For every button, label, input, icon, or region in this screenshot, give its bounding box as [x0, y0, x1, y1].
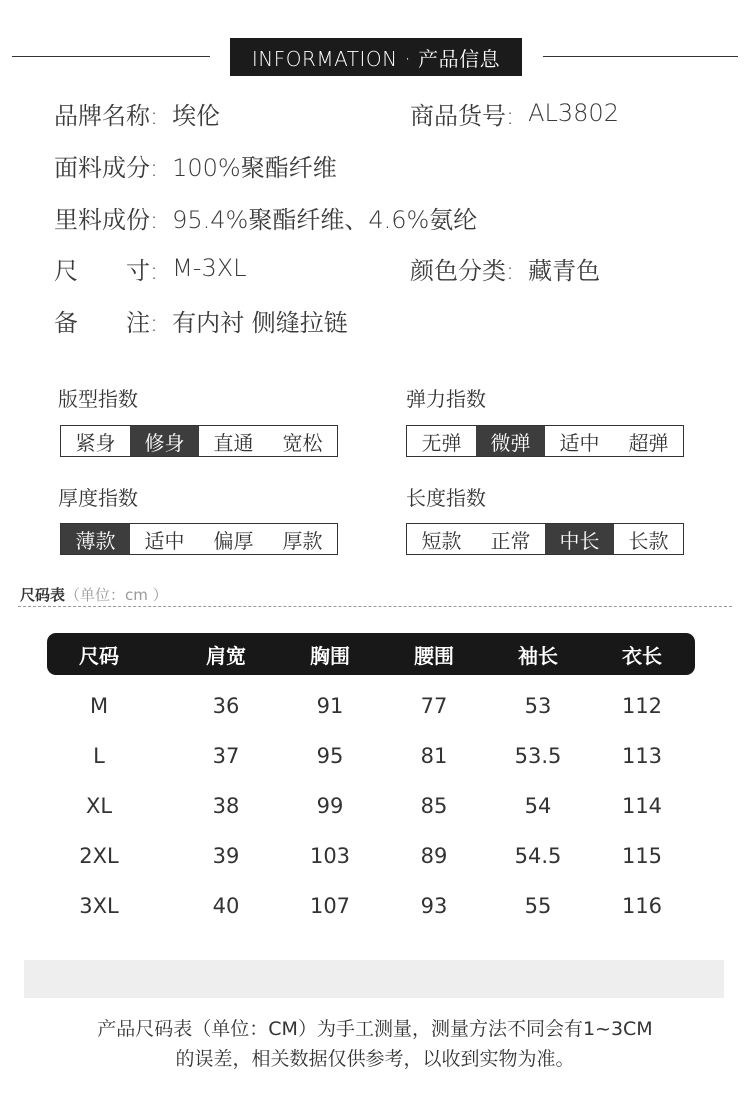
cell-sleeve: 53: [524, 694, 552, 718]
length-option: 正常: [490, 528, 531, 553]
col-header-shoulder: 肩宽: [206, 643, 246, 668]
length-option: 中长: [545, 524, 614, 554]
thickness-option: 薄款: [61, 524, 130, 554]
info-brand: [54, 95, 220, 131]
length-option: 短款: [421, 528, 462, 553]
elastic-option: 微弹: [476, 426, 545, 456]
cell-sleeve: 55: [524, 894, 552, 918]
cell-sleeve: 54: [524, 794, 552, 818]
brand-label: 品牌名称:: [54, 101, 159, 130]
sku-label: 商品货号:: [410, 101, 515, 130]
thickness-option: 偏厚: [213, 528, 254, 553]
fit-index-title: 版型指数: [58, 387, 138, 411]
cell-length: 113: [621, 744, 663, 768]
col-header-chest: 胸围: [310, 643, 350, 668]
size-value: M-3XL: [172, 254, 247, 282]
thickness-index-scale: [60, 523, 338, 555]
fit-option: 修身: [130, 426, 199, 456]
size-chart-caption: [20, 584, 168, 605]
size-chart-title: 尺码表: [20, 586, 66, 604]
info-remark: [54, 302, 348, 338]
info-size: [54, 250, 247, 286]
lining-value: 95.4%聚酯纤维、4.6%氨纶: [172, 205, 478, 234]
col-header-waist: 腰围: [414, 643, 454, 668]
table-row: [47, 685, 695, 727]
fit-option: 紧身: [75, 430, 116, 455]
col-header-size: 尺码: [79, 643, 119, 668]
lining-label: 里料成份:: [54, 205, 159, 234]
table-row: [47, 735, 695, 777]
elastic-option: 适中: [559, 430, 600, 455]
cell-size: M: [89, 694, 109, 718]
cell-size: 3XL: [79, 894, 119, 918]
size-chart-unit: （单位：cm ）: [65, 586, 168, 604]
cell-chest: 99: [316, 794, 344, 818]
elastic-option: 超弹: [628, 430, 669, 455]
length-index-scale: [406, 523, 684, 555]
header-divider-left: [12, 56, 210, 57]
cell-length: 112: [621, 694, 663, 718]
cell-waist: 93: [420, 894, 448, 918]
cell-waist: 77: [420, 694, 448, 718]
info-fabric: [54, 147, 337, 183]
length-option: 长款: [628, 528, 669, 553]
elastic-option: 无弹: [421, 430, 462, 455]
cell-chest: 103: [309, 844, 351, 868]
gray-separator-band: [24, 960, 724, 998]
length-index-title: 长度指数: [406, 486, 486, 510]
cell-shoulder: 36: [212, 694, 240, 718]
cell-length: 114: [621, 794, 663, 818]
thickness-index-title: 厚度指数: [58, 486, 138, 510]
dashed-divider: [18, 606, 732, 607]
size-label: 尺 寸:: [54, 256, 159, 285]
col-header-sleeve: 袖长: [518, 643, 558, 668]
brand-value: 埃伦: [172, 101, 221, 130]
fit-option: 宽松: [282, 430, 323, 455]
col-header-length: 衣长: [622, 643, 662, 668]
elastic-index-scale: [406, 425, 684, 457]
thickness-option: 厚款: [282, 528, 323, 553]
sku-value: AL3802: [528, 99, 619, 127]
table-row: [47, 835, 695, 877]
remark-label: 备 注:: [54, 308, 159, 337]
fit-index-scale: [60, 425, 338, 457]
cell-shoulder: 38: [212, 794, 240, 818]
info-sku: [410, 95, 619, 131]
thickness-option: 适中: [144, 528, 185, 553]
cell-waist: 85: [420, 794, 448, 818]
measurement-note-line1: 产品尺码表（单位：CM）为手工测量，测量方法不同会有1~3CM: [97, 1018, 653, 1040]
cell-chest: 107: [309, 894, 351, 918]
elastic-index-title: 弹力指数: [406, 387, 486, 411]
info-color: [410, 250, 600, 286]
measurement-note-line2: 的误差，相关数据仅供参考，以收到实物为准。: [175, 1048, 575, 1070]
size-table-header: [47, 633, 695, 675]
cell-sleeve: 53.5: [514, 744, 562, 768]
color-label: 颜色分类:: [410, 256, 515, 285]
cell-waist: 81: [420, 744, 448, 768]
cell-length: 116: [621, 894, 663, 918]
fit-option: 直通: [213, 430, 254, 455]
fabric-value: 100%聚酯纤维: [172, 153, 337, 182]
header-divider-right: [543, 56, 738, 57]
cell-shoulder: 39: [212, 844, 240, 868]
cell-shoulder: 40: [212, 894, 240, 918]
remark-value: 有内衬 侧缝拉链: [172, 308, 348, 337]
cell-size: L: [93, 744, 105, 768]
cell-sleeve: 54.5: [514, 844, 562, 868]
cell-waist: 89: [420, 844, 448, 868]
table-row: [47, 785, 695, 827]
color-value: 藏青色: [528, 256, 601, 285]
cell-size: XL: [85, 794, 113, 818]
fabric-label: 面料成分:: [54, 153, 159, 182]
cell-length: 115: [621, 844, 663, 868]
cell-shoulder: 37: [212, 744, 240, 768]
info-lining: [54, 199, 477, 235]
section-title: INFORMATION · 产品信息: [230, 38, 522, 76]
table-row: [47, 885, 695, 927]
cell-size: 2XL: [79, 844, 119, 868]
cell-chest: 91: [316, 694, 344, 718]
cell-chest: 95: [316, 744, 344, 768]
